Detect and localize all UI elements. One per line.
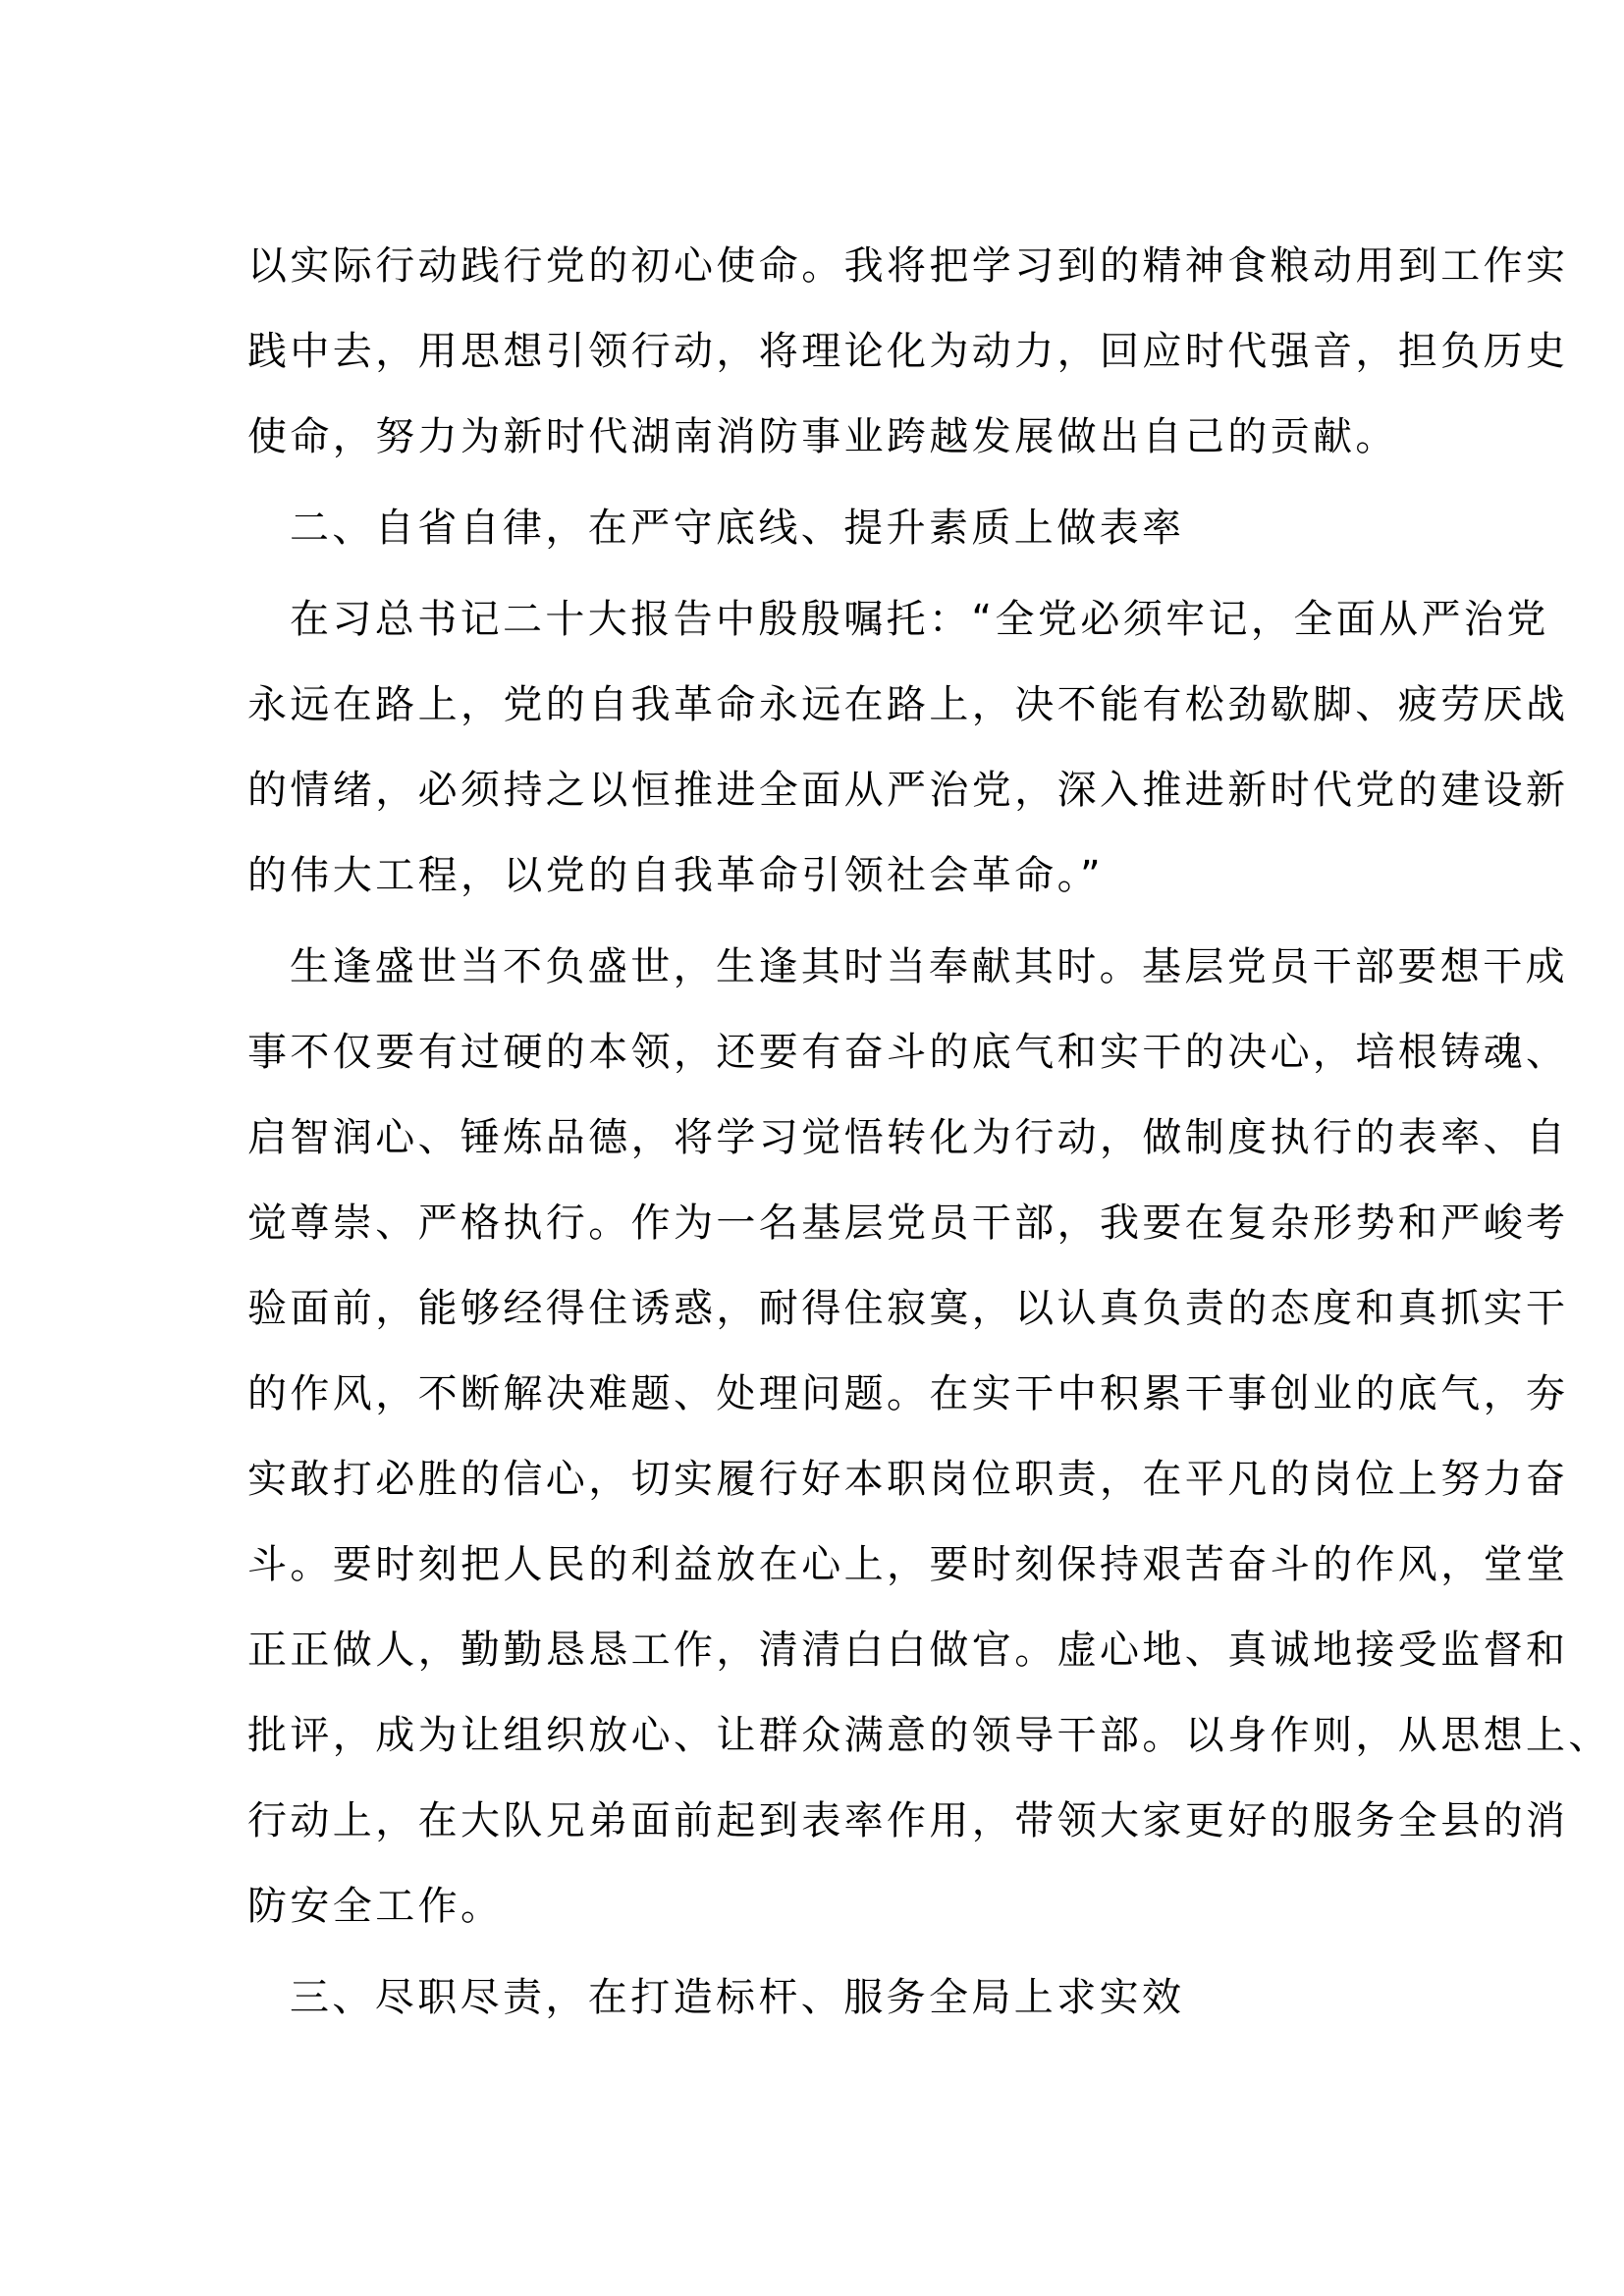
text-line: 生逢盛世当不负盛世，生逢其时当奉献其时。基层党员干部要想干成	[290, 944, 1568, 989]
text-line: 实敢打必胜的信心，切实履行好本职岗位职责，在平凡的岗位上努力奋	[247, 1457, 1569, 1502]
text-line: 的伟大工程，以党的自我革命引领社会革命。”	[247, 853, 1105, 898]
text-line: 斗。要时刻把人民的利益放在心上，要时刻保持艰苦奋斗的作风，堂堂	[247, 1542, 1569, 1587]
text-line: 在习总书记二十大报告中殷殷嘱托：“全党必须牢记，全面从严治党	[290, 597, 1549, 642]
text-line: 的情绪，必须持之以恒推进全面从严治党，深入推进新时代党的建设新	[247, 768, 1569, 813]
text-line: 批评，成为让组织放心、让群众满意的领导干部。以身作则，从思想上、	[247, 1713, 1611, 1758]
heading-text: 二、自省自律，在严守底线、提升素质上做表率	[290, 506, 1185, 551]
text-line: 的作风，不断解决难题、处理问题。在实干中积累干事创业的底气，夯	[247, 1371, 1569, 1416]
text-line: 践中去，用思想引领行动，将理论化为动力，回应时代强音，担负历史	[247, 329, 1569, 374]
heading-text: 三、尽职尽责，在打造标杆、服务全局上求实效	[290, 1975, 1185, 2020]
text-line: 事不仅要有过硬的本领，还要有奋斗的底气和实干的决心，培根铸魂、	[247, 1030, 1569, 1075]
text-line: 以实际行动践行党的初心使命。我将把学习到的精神食粮动用到工作实	[247, 243, 1569, 289]
text-line: 正正做人，勤勤恳恳工作，清清白白做官。虚心地、真诚地接受监督和	[247, 1628, 1569, 1673]
paragraph-quote	[247, 577, 1569, 919]
text-line: 启智润心、锤炼品德，将学习觉悟转化为行动，做制度执行的表率、自	[247, 1115, 1569, 1160]
text-line: 行动上，在大队兄弟面前起到表率作用，带领大家更好的服务全县的消	[247, 1798, 1569, 1843]
paragraph-commitment	[247, 925, 1611, 1949]
text-line: 永远在路上，党的自我革命永远在路上，决不能有松劲歇脚、疲劳厌战	[247, 682, 1569, 727]
text-line: 验面前，能够经得住诱惑，耐得住寂寞，以认真负责的态度和真抓实干	[247, 1286, 1569, 1331]
text-line: 防安全工作。	[247, 1884, 504, 1929]
text-line: 觉尊崇、严格执行。作为一名基层党员干部，我要在复杂形势和严峻考	[247, 1201, 1569, 1246]
section-heading-three	[247, 1955, 1363, 2041]
document-page	[247, 224, 1611, 2047]
section-heading-two	[247, 486, 1363, 571]
paragraph-closing-section-one	[247, 224, 1569, 480]
text-line: 使命，努力为新时代湖南消防事业跨越发展做出自己的贡献。	[247, 414, 1398, 459]
